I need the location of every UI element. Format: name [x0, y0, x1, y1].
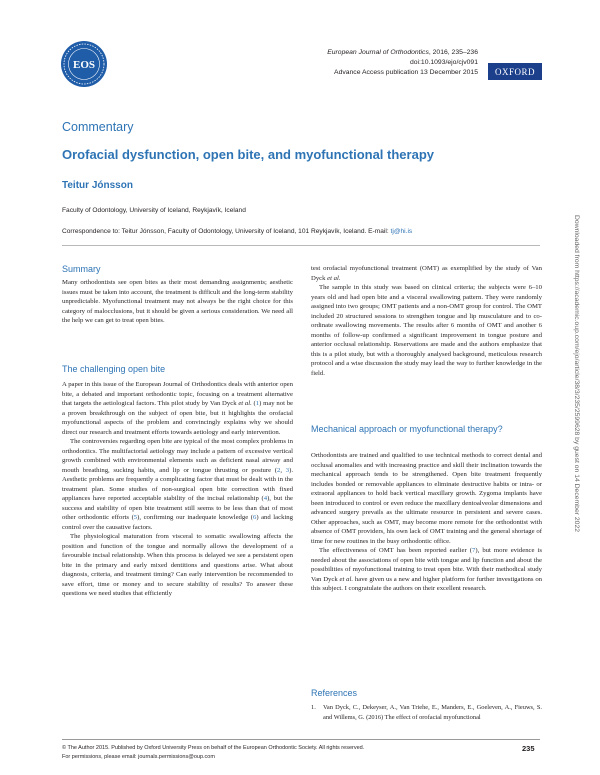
publisher-label: OXFORD: [494, 66, 535, 77]
challenging-body: [62, 380, 293, 599]
text-run: have given us a new and higher platform for further investigations on this subject. I congratulate the authors on their excellent research.: [311, 575, 543, 592]
text-run: ) and lacking control over the causative factors.: [62, 514, 293, 531]
footer: [62, 744, 364, 762]
copyright: © The Author 2015. Published by Oxford University Press on behalf of the European Orthodontic Society. All rights reserved.: [62, 745, 365, 751]
page-number: 235: [522, 744, 535, 753]
paragraph: [62, 380, 293, 437]
download-text: Downloaded from https://academic.oup.com/ejo/article/38/3/235/2599628 by guest on 14 December 2022: [573, 215, 580, 533]
text-run: The effectiveness of OMT has been reported earlier (: [319, 547, 473, 554]
text-run: A paper in this issue of the European Journal of Orthodontics deals with anterior open bite, a debated and important orthodontic topic, focusing on a treatment alternative that targets the aetiological factors. This pilot study by Van Dyck: [62, 381, 293, 407]
paragraph: [311, 546, 542, 594]
text-run: ), confirming our inadequate knowledge (: [137, 514, 253, 521]
text-run: test orofacial myofunctional treatment (OMT) as exemplified by the study of Van Dyck: [311, 265, 542, 282]
logo-text: EOS: [72, 59, 96, 71]
text-run: ). Aesthetic problems are frequently a complicating factor that must be dealt with in the treatment plan. Some studies of non-surgical open bite correction with fixed appliances have reported acceptable stability of the incisal relationship (: [62, 466, 294, 502]
text-run: ,: [280, 466, 286, 474]
text-run: ), but more evidence is needed about the associations of open bite with tongue and lip function and about the possibilities of myofunctional training to treat open bite. With their methodical study Van Dyck: [311, 547, 542, 583]
correspondence: [62, 228, 412, 235]
text-run: The controversies regarding open bite are typical of the most complex problems in orthodontics. The multifactorial aetiology may include a pattern of excessive vertical growth combined with environmental elements such as deficient nasal airway and mouth breathing, sucking habits, and lip or tongue thrusting or posture (: [62, 438, 293, 474]
download-watermark: [573, 215, 591, 565]
eos-seal-icon: [60, 40, 108, 88]
oxford-logo: [488, 63, 542, 80]
challenging-heading: The challenging open bite: [62, 364, 166, 374]
etal: et al.: [339, 575, 354, 583]
etal: et al.: [238, 400, 252, 407]
paragraph: [62, 437, 293, 532]
reference-number: 1.: [311, 704, 316, 711]
citation-link[interactable]: 3: [285, 466, 290, 474]
right-intro: [311, 264, 542, 378]
text-run: ), but the success and stability of open bite treatment still seems to be less than that of most other orthodontic efforts (: [62, 495, 293, 521]
article-title: Orofacial dysfunction, open bite, and myofunctional therapy: [62, 147, 434, 162]
volume-pages: , 2016, 235–236: [428, 49, 478, 56]
email-link[interactable]: tj@hi.is: [390, 228, 413, 235]
divider: [62, 245, 540, 246]
summary-text: [62, 278, 293, 326]
journal-name: European Journal of Orthodontics: [327, 49, 429, 56]
citation-link[interactable]: 1: [255, 400, 260, 407]
paragraph: [311, 264, 542, 283]
advance-access: Advance Access publication 13 December 2015: [334, 69, 478, 76]
citation-link[interactable]: 7: [472, 547, 476, 554]
permissions: For permissions, please email: journals.permissions@oup.com: [62, 754, 215, 760]
section-type: Commentary: [62, 120, 134, 134]
summary-paragraph: Many orthodontists see open bites as their most demanding assignments; aesthetic issues must be taken into account, the treatment is difficult and the long-term stability unpredictable. Myofunctional treatment may not always be the right choice for this category of malocclusions, but it should be given a serious consideration. We need all the help we can get to treat open bites.: [62, 279, 293, 324]
paragraph: The physiological maturation from visceral to somatic swallowing affects the position and function of the tongue and normally allows the development of a favourable incisal relationship. When this process is delayed we see a persistent open bite in the primary and early mixed dentitions and questions arise. What about diagnosis, criteria, and treatment timing? Can early intervention be recommended to save effort, time or money and to secure stability of results? To answer these questions we need studies that efficiently: [62, 533, 293, 597]
paragraph: Orthodontists are trained and qualified to use technical methods to correct dental and occlusal anomalies and with increasing practice and skill their inclination towards the mechanical approach tends to be strengthened. Open bite treatment frequently includes bonded or removable appliances to eliminate destructive habits or intra- or extraoral appliances to hold back vertical maxillary growth. Zygoma implants have been introduced to control or even reduce the maxillary dentoalveolar dimensions and advanced surgery prevails as the ultimate resource in persistent and severe cases. Other approaches, such as OMT, may become more remote for the orthodontist with absence of OMT providers, his own lack of OMT training and the general shortage of time for new routines in the busy orthodontic office.: [311, 452, 542, 545]
mechanical-heading: Mechanical approach or myofunctional therapy?: [311, 424, 503, 434]
eos-logo: [60, 40, 108, 88]
reference-text: Van Dyck, C., Dekeyser, A., Van Triehe, E., Manders, E., Goeleven, A., Fieuws, S. and Willems, G. (2016) The effect of orofacial myofunctional: [323, 704, 542, 721]
affiliation: Faculty of Odontology, University of Iceland, Reykjavík, Iceland: [62, 207, 246, 214]
author-name: Teitur Jónsson: [62, 180, 133, 191]
correspondence-text: Correspondence to: Teitur Jónsson, Faculty of Odontology, University of Iceland, 101 Reykjavík, Iceland. E-mail:: [62, 228, 391, 235]
doi[interactable]: doi:10.1093/ejo/cjv091: [409, 59, 478, 66]
paragraph: The sample in this study was based on clinical criteria; the subjects were 6–10 years old and had open bite and a visceral swallowing pattern. They were randomly assigned into two groups; OMT patients and a non-OMT group for control. The OMT included 20 structured sessions to strengthen tongue and lip musculature and to co-ordinate swallowing movements. The results after 6 months of OMT and another 6 months of follow-up confirmed a significant improvement in tongue posture and anterior occlusal relationship. Reservations are made and the authors emphasize that this is a pilot study, but with a thoroughly analysed background, meticulous research protocol and a wise discussion the study may lead the way to further knowledge in the field.: [311, 284, 542, 377]
references-heading: References: [311, 688, 358, 698]
etal: et al.: [327, 274, 341, 282]
mechanical-body: [311, 451, 542, 594]
footer-divider: [62, 739, 540, 740]
citation-link[interactable]: 6: [252, 514, 257, 521]
text-run: ) may not be a proven breakthrough on the subject of open bite, but it highlights the orofacial myofunctional aspects of the problem and convincingly explains why we should direct our research and treatment efforts towards aetiology and early intervention.: [62, 400, 294, 436]
summary-heading: Summary: [62, 264, 101, 274]
citation-link[interactable]: 5: [133, 514, 138, 521]
journal-citation: [327, 48, 478, 58]
citation-link[interactable]: 4: [263, 495, 268, 502]
journal-info: [327, 48, 478, 78]
citation-link[interactable]: 2: [277, 466, 281, 474]
text-run: (: [251, 400, 256, 407]
reference-item: [311, 703, 542, 722]
